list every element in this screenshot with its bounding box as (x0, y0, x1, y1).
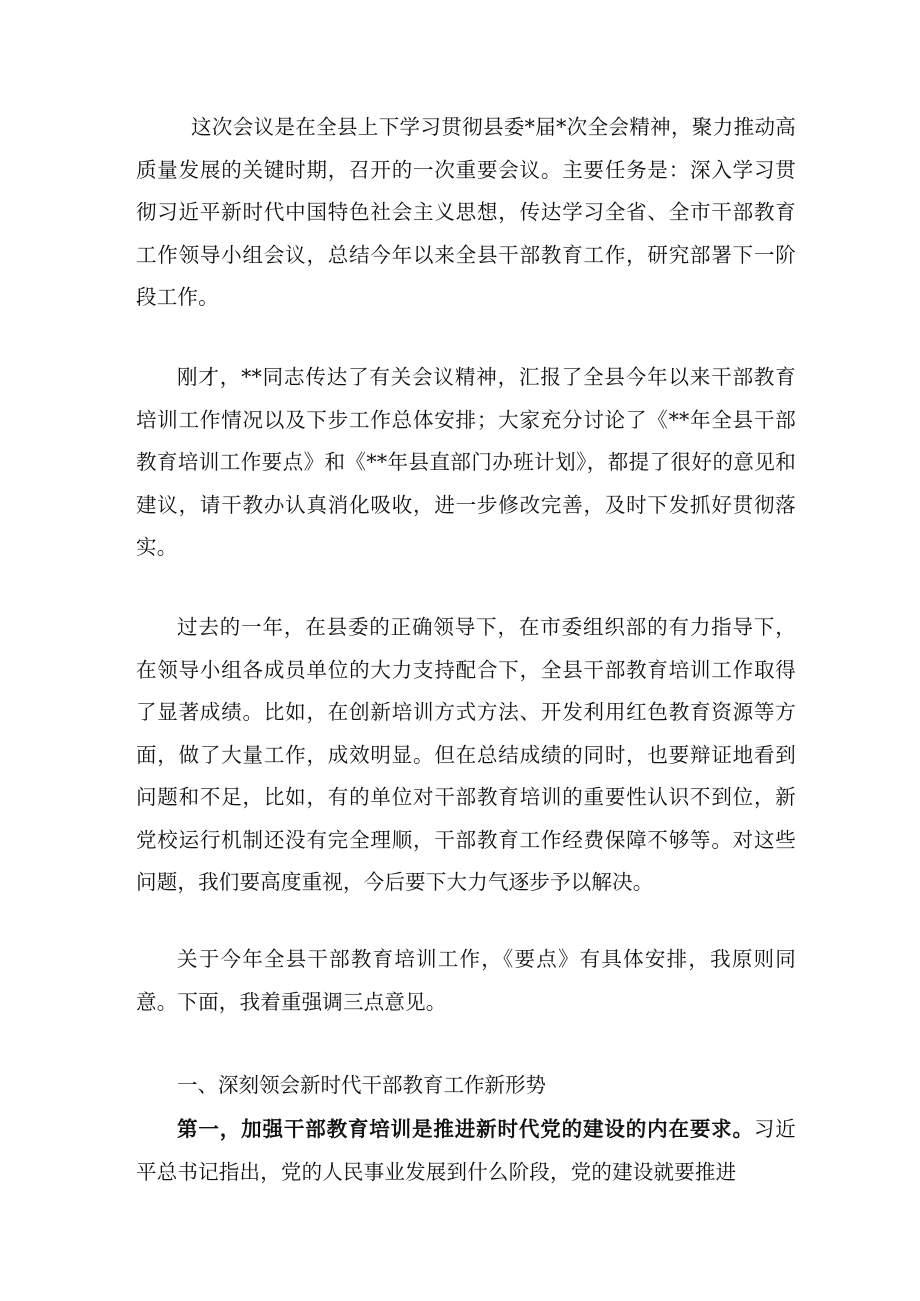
paragraph-past-year-review: 过去的一年，在县委的正确领导下，在市委组织部的有力指导下，在领导小组各成员单位的大力支持配合下，全县干部教育培训工作取得了显著成绩。比如，在创新培训方式方法、开发利用红色教育资源等方面，做了大量工作，成效明显。但在总结成绩的同时，也要辩证地看到问题和不足，比如，有的单位对干部教育培训的重要性认识不到位，新党校运行机制还没有完全理顺，干部教育工作经费保障不够等。对这些问题，我们要高度重视，今后要下大力气逐步予以解决。 (136, 615, 796, 894)
point-one-body: 习近平总书记指出，党的人民事业发展到什么阶段，党的建设就要推进 (136, 1117, 796, 1184)
point-one-paragraph (136, 1108, 796, 1193)
section-heading-one: 一、深刻领会新时代干部教育工作新形势 (177, 1073, 546, 1097)
point-one-lead: 第一，加强干部教育培训是推进新时代党的建设的内在要求。 (177, 1117, 754, 1141)
paragraph-reports-discussion: 刚才，**同志传达了有关会议精神，汇报了全县今年以来干部教育培训工作情况以及下步工作总体安排；大家充分讨论了《**年全县干部教育培训工作要点》和《**年县直部门办班计划》，都提了很好的意见和建议，请干教办认真消化吸收，进一步修改完善，及时下发抓好贯彻落实。 (136, 365, 796, 559)
paragraph-meeting-intro: 这次会议是在全县上下学习贯彻县委*届*次全会精神，聚力推动高质量发展的关键时期，召开的一次重要会议。主要任务是：深入学习贯彻习近平新时代中国特色社会主义思想，传达学习全省、全市干部教育工作领导小组会议，总结今年以来全县干部教育工作，研究部署下一阶段工作。 (136, 115, 796, 309)
paragraph-three-points-intro: 关于今年全县干部教育培训工作，《要点》有具体安排，我原则同意。下面，我着重强调三点意见。 (136, 947, 796, 1014)
